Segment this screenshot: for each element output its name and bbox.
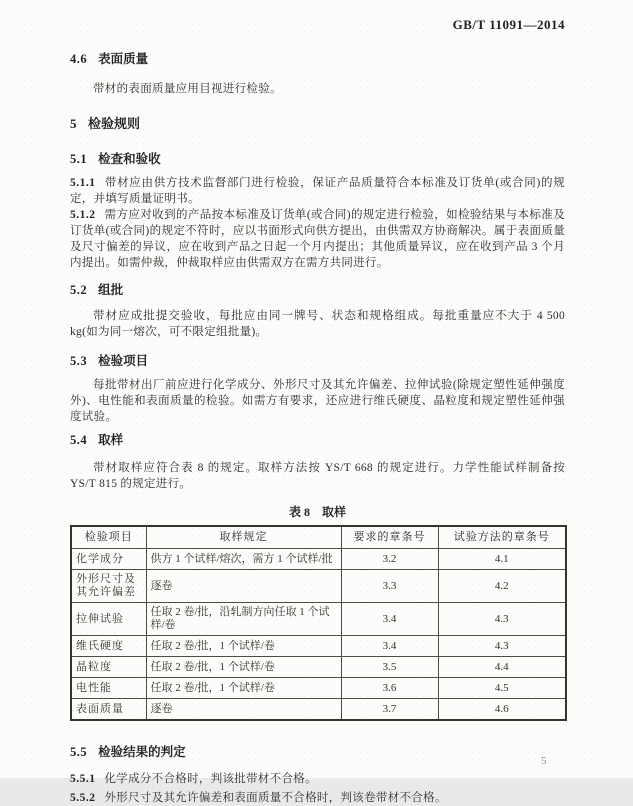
table-row (71, 570, 566, 603)
table-cell: 3.7 (341, 699, 438, 721)
clause-title: 组批 (98, 283, 124, 297)
heading-5-5 (70, 745, 565, 760)
table-cell: 4.1 (438, 549, 566, 570)
clause-number: 5.5 (70, 745, 88, 759)
heading-5-4 (70, 433, 565, 448)
table-header-cell: 要求的章条号 (341, 526, 438, 549)
paragraph-4-6: 带材的表面质量应用目视进行检验。 (93, 83, 282, 95)
table-header-cell: 检验项目 (71, 526, 146, 549)
clause-number: 5.3 (70, 354, 88, 368)
table-cell: 3.6 (341, 678, 438, 699)
table-cell: 4.3 (438, 603, 566, 636)
clause-text: 外形尺寸及其允许偏差和表面质量不合格时，判该卷带材不合格。 (104, 792, 447, 804)
table-cell: 3.2 (341, 549, 438, 570)
table-header-cell: 取样规定 (146, 526, 341, 549)
clause-number: 5.5.2 (70, 792, 96, 804)
table-cell: 3.5 (341, 657, 438, 678)
clause-text: 需方应对收到的产品按本标准及订货单(或合同)的规定进行检验，如检验结果与本标准及订货单(或合同)的规定不符时，应以书面形式向供方提出，由供需双方协商解决。属于表面质量及尺寸偏差的异议，应在收到产品之日起一个月内提出；其他质量异议，应在收到产品 3 个月内提出。如需仲裁，仲裁取样应由供需双方在需方共同进行。 (70, 209, 565, 269)
clause-number: 4.6 (70, 52, 88, 66)
table-row (71, 603, 566, 636)
table-cell: 任取 2 卷/批，沿轧制方向任取 1 个试样/卷 (146, 603, 341, 636)
table-title: 表 8 取样 (288, 505, 346, 519)
clause-number: 5.1.2 (70, 209, 96, 221)
paragraph-5-1-2 (70, 207, 565, 271)
heading-5-2 (70, 283, 565, 298)
table-cell: 拉伸试验 (71, 603, 146, 636)
table-cell: 3.3 (341, 570, 438, 603)
table-header-cell: 试验方法的章条号 (438, 526, 566, 549)
page-content (70, 32, 565, 806)
table-row (71, 657, 566, 678)
table-cell: 电性能 (71, 678, 146, 699)
table-cell: 4.4 (438, 657, 566, 678)
clause-text: 带材应由供方技术监督部门进行检验，保证产品质量符合本标准及订货单(或合同)的规定，并填写质量证明书。 (70, 177, 565, 205)
clause-title: 检验规则 (88, 116, 141, 131)
paragraph-5-3: 每批带材出厂前应进行化学成分、外形尺寸及其允许偏差、拉伸试验(除规定塑性延伸强度外)、电性能和表面质量的检验。如需方有要求，还应进行维氏硬度、晶粒度和规定塑性延伸强度试验。 (70, 379, 565, 423)
table-row (71, 699, 566, 721)
doc-number: GB/T 11091—2014 (452, 17, 565, 32)
table-row (71, 549, 566, 570)
table-header-row (71, 526, 566, 549)
table-cell: 3.4 (341, 603, 438, 636)
clause-number: 5.2 (70, 283, 88, 297)
heading-5-3 (70, 354, 565, 369)
table-cell: 3.4 (341, 636, 438, 657)
table-cell: 4.2 (438, 570, 566, 603)
table-cell: 晶粒度 (71, 657, 146, 678)
table-cell: 外形尺寸及其允许偏差 (71, 570, 146, 603)
paragraph-5-5-1 (70, 771, 565, 787)
table-cell: 4.3 (438, 636, 566, 657)
table-cell: 化学成分 (71, 549, 146, 570)
heading-5-1 (70, 152, 565, 167)
clause-number: 5.1 (70, 152, 88, 166)
page-number: 5 (541, 755, 547, 767)
table-cell: 4.5 (438, 678, 566, 699)
table-cell: 任取 2 卷/批，1 个试样/卷 (146, 636, 341, 657)
heading-5 (70, 116, 565, 131)
heading-4-6 (70, 52, 565, 67)
paragraph-5-5-2 (70, 790, 565, 806)
clause-number: 5.5.1 (70, 773, 96, 785)
clause-number: 5 (70, 116, 77, 131)
table-cell: 维氏硬度 (71, 636, 146, 657)
paragraph-5-1-1 (70, 175, 565, 207)
table-row (71, 678, 566, 699)
table-row (71, 636, 566, 657)
clause-number: 5.1.1 (70, 177, 96, 189)
table-cell: 任取 2 卷/批，1 个试样/卷 (146, 657, 341, 678)
table-cell: 表面质量 (71, 699, 146, 721)
clause-number: 5.4 (70, 433, 88, 447)
clause-title: 检验结果的判定 (98, 745, 186, 759)
paragraph-5-2: 带材应成批提交验收，每批应由同一牌号、状态和规格组成。每批重量应不大于 4 500 kg(如为同一熔次，可不限定组批量)。 (70, 310, 565, 338)
clause-title: 检查和验收 (98, 152, 161, 166)
sampling-table (70, 525, 567, 721)
clause-text: 化学成分不合格时，判该批带材不合格。 (104, 773, 317, 785)
clause-title: 取样 (98, 433, 124, 447)
table-cell: 4.6 (438, 699, 566, 721)
table-cell: 逐卷 (146, 699, 341, 721)
table-cell: 供方 1 个试样/熔次，需方 1 个试样/批 (146, 549, 341, 570)
clause-title: 检验项目 (98, 354, 149, 368)
clause-title: 表面质量 (98, 52, 149, 66)
paragraph-5-4: 带材取样应符合表 8 的规定。取样方法按 YS/T 668 的规定进行。力学性能试样制备按 YS/T 815 的规定进行。 (70, 462, 565, 490)
table-cell: 逐卷 (146, 570, 341, 603)
table-cell: 任取 2 卷/批，1 个试样/卷 (146, 678, 341, 699)
